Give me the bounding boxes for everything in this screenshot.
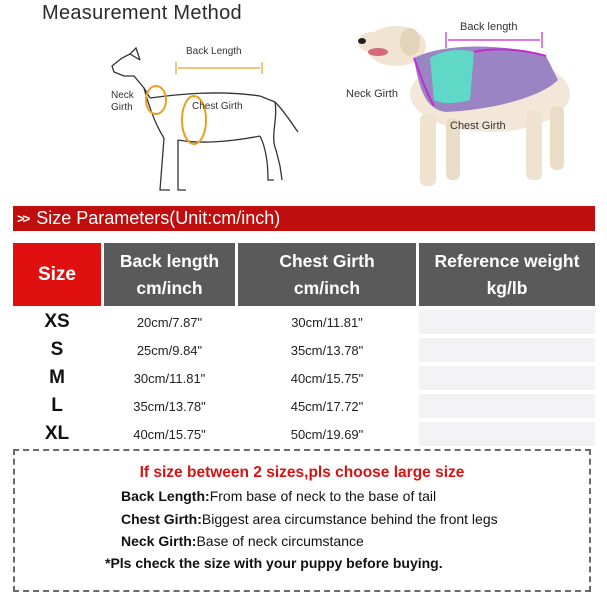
row-size: XS [44, 311, 70, 332]
chest-girth-note-label: Chest Girth: [121, 511, 202, 527]
row-reference-weight [419, 338, 595, 362]
row-reference-weight [419, 394, 595, 418]
dog-outline-illustration [100, 40, 315, 200]
header-chest-girth [238, 243, 416, 306]
header-chest-label: Chest Girth [279, 250, 375, 271]
row-size: S [50, 339, 64, 360]
chest-girth-note [121, 511, 498, 527]
neck-girth-note-text: Base of neck circumstance [196, 533, 364, 549]
neck-girth-note-label: Neck Girth: [121, 533, 197, 549]
table-row [13, 338, 595, 362]
row-chest-girth: 40cm/15.75" [290, 370, 364, 386]
size-check-footer: *Pls check the size with your puppy before buying. [105, 555, 443, 571]
page-title: Measurement Method [42, 2, 242, 24]
row-back-length: 25cm/9.84" [136, 342, 203, 358]
double-arrow-icon: >> [17, 211, 29, 226]
diagram-neck-label: Neck [111, 90, 134, 101]
table-row [13, 310, 595, 334]
row-size: XL [44, 423, 70, 444]
header-back-label: Back length [119, 250, 220, 271]
table-row [13, 394, 595, 418]
row-chest-girth: 50cm/19.69" [290, 426, 364, 442]
vest-back-length-label: Back length [460, 21, 518, 33]
dog-wearing-vest-illustration [350, 14, 595, 194]
chest-girth-note-text: Biggest area circumstance behind the front legs [201, 511, 498, 527]
table-row [13, 422, 595, 446]
banner-text: Size Parameters(Unit:cm/inch) [36, 208, 281, 228]
header-size-label: Size [37, 264, 77, 285]
header-back-unit: cm/inch [136, 277, 203, 298]
table-row [13, 366, 595, 390]
measurement-notes-box [13, 449, 591, 592]
header-ref-unit: kg/lb [486, 277, 528, 298]
header-size [13, 243, 101, 306]
row-size: M [49, 367, 65, 388]
header-ref-label: Reference weight [434, 250, 580, 271]
size-advice-headline: If size between 2 sizes,pls choose large size [139, 464, 465, 481]
row-reference-weight [419, 366, 595, 390]
diagram-girth-label: Girth [111, 102, 133, 113]
back-length-note-label: Back Length: [121, 488, 210, 504]
back-length-note-text: From base of neck to the base of tail [209, 488, 437, 504]
row-chest-girth: 35cm/13.78" [290, 342, 364, 358]
row-reference-weight [419, 310, 595, 334]
row-back-length: 35cm/13.78" [133, 398, 206, 414]
row-size: L [51, 395, 63, 416]
back-length-note [121, 488, 436, 504]
header-chest-unit: cm/inch [293, 277, 361, 298]
row-back-length: 20cm/7.87" [136, 314, 203, 330]
row-chest-girth: 45cm/17.72" [290, 398, 364, 414]
diagram-back-length-label: Back Length [186, 46, 242, 57]
vest-chest-girth-label: Chest Girth [450, 120, 506, 132]
header-reference-weight [419, 243, 595, 306]
row-back-length: 30cm/11.81" [133, 370, 206, 386]
diagram-chest-girth-label: Chest Girth [192, 101, 243, 112]
row-chest-girth: 30cm/11.81" [291, 314, 363, 330]
row-back-length: 40cm/15.75" [133, 426, 206, 442]
vest-neck-girth-label: Neck Girth [346, 88, 398, 100]
header-back-length [104, 243, 235, 306]
neck-girth-note [121, 533, 364, 549]
row-reference-weight [419, 422, 595, 446]
size-parameters-banner [13, 206, 595, 231]
